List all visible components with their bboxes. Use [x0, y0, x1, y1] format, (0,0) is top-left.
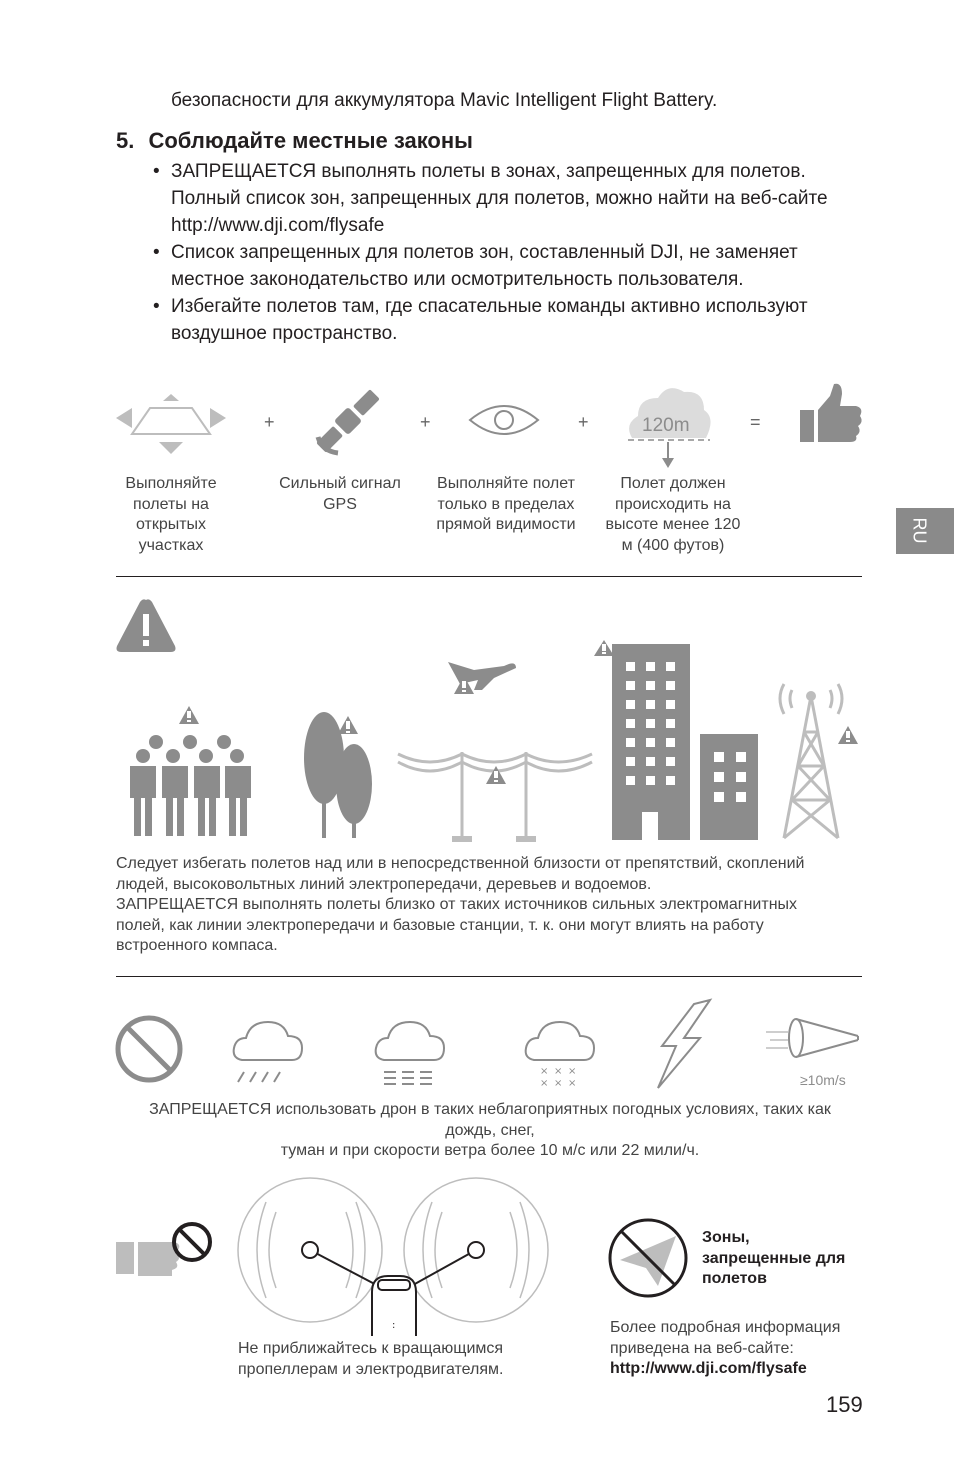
building-window: [626, 776, 635, 785]
propeller-caption: Не приближайтесь к вращающимся пропеллерам и электродвигателям.: [238, 1340, 504, 1378]
caption-open-area: Выполняйте полеты на открытых участках: [125, 475, 217, 554]
building-window: [714, 772, 724, 782]
building-window: [666, 662, 675, 671]
building-window: [736, 772, 746, 782]
flysafe-link[interactable]: http://www.dji.com/flysafe: [610, 1360, 807, 1377]
buildings-icon: [590, 636, 762, 840]
svg-text:×: ×: [568, 1066, 577, 1077]
building-window: [646, 662, 655, 671]
rain-cloud-icon: [230, 1016, 306, 1090]
svg-text::: :: [392, 1320, 396, 1331]
building-window: [646, 700, 655, 709]
rules-list: [153, 158, 861, 347]
svg-text:×: ×: [568, 1078, 577, 1089]
radio-tower-icon: [772, 676, 864, 842]
building-window: [666, 738, 675, 747]
building-window: [736, 792, 746, 802]
fog-cloud-icon: [372, 1016, 448, 1090]
building-window: [736, 752, 746, 762]
divider: [116, 976, 862, 977]
weather-text: ЗАПРЕЩАЕТСЯ использовать дрон в таких неблагоприятных погодных условиях, таких как дождь, снег, туман и при скорости ветра более 10 м/с или 22 мили/ч.: [149, 1101, 831, 1159]
airplane-icon: [444, 654, 520, 698]
building-window: [626, 681, 635, 690]
building-window: [626, 738, 635, 747]
building-window: [646, 719, 655, 728]
windsock-icon: [762, 1014, 862, 1066]
svg-text:×: ×: [554, 1078, 563, 1089]
building-window: [666, 776, 675, 785]
no-hand-icon: [114, 1218, 214, 1280]
svg-text:×: ×: [540, 1078, 549, 1089]
svg-text:×: ×: [540, 1066, 549, 1077]
prohibited-icon: [114, 1014, 184, 1084]
warning-icon: [115, 598, 177, 654]
equals-operator: =: [750, 412, 761, 432]
power-lines-icon: [396, 740, 594, 844]
building-window: [714, 752, 724, 762]
crowd-icon: [126, 700, 254, 840]
section-number: 5.: [116, 128, 135, 153]
eye-icon: [468, 398, 540, 442]
building-window: [666, 757, 675, 766]
building-window: [646, 738, 655, 747]
svg-text:×: ×: [554, 1066, 563, 1077]
list-item: • ЗАПРЕЩАЕТСЯ выполнять полеты в зонах, запрещенных для полетов. Полный список зон, запрещенных для полетов, можно найти на веб-сайте http://www.dji.com/flysafe: [153, 161, 828, 236]
plus-operator: +: [420, 412, 431, 432]
caption-gps: Сильный сигнал GPS: [279, 475, 401, 513]
divider: [116, 576, 862, 577]
wind-label: ≥10m/s: [800, 1072, 846, 1088]
drone-propellers-icon: [236, 1172, 548, 1336]
thumbs-up-icon: [798, 382, 864, 444]
section-heading: [116, 128, 473, 154]
building-window: [666, 700, 675, 709]
list-item: • Список запрещенных для полетов зон, составленный DJI, не заменяет местное законодательство или осмотрительность пользователя.: [153, 242, 798, 290]
snow-cloud-icon: [522, 1016, 598, 1090]
building-window: [626, 757, 635, 766]
satellite-icon: [312, 385, 384, 457]
caption-altitude: Полет должен происходить на высоте менее 120 м (400 футов): [605, 475, 741, 554]
open-area-icon: [112, 392, 230, 458]
lightning-icon: [654, 998, 716, 1090]
language-tab: RU: [896, 508, 954, 554]
caption-line-of-sight: Выполняйте полет только в пределах прямой видимости: [436, 475, 576, 533]
altitude-label: 120m: [642, 415, 690, 436]
building-window: [626, 662, 635, 671]
building-window: [666, 681, 675, 690]
building-window: [626, 700, 635, 709]
list-item: • Избегайте полетов там, где спасательные команды активно используют воздушное пространство.: [153, 296, 808, 344]
building-window: [646, 776, 655, 785]
no-fly-plane-icon: [606, 1216, 690, 1300]
no-fly-title: Зоны, запрещенные для полетов: [702, 1229, 846, 1287]
plus-operator: +: [578, 412, 589, 432]
building-window: [666, 719, 675, 728]
trees-icon: [300, 712, 380, 840]
obstacles-text: Следует избегать полетов над или в непосредственной близости от препятствий, скоплений людей, высоковольтных линий электропередачи, деревьев и водоемов. ЗАПРЕЩАЕТСЯ выполнять полеты близко от таких источников сильных электромагнитных полей, как линии электропередачи и базовые станции, т. к. они могут влиять на работу встроенного компаса.: [116, 855, 805, 954]
building-window: [646, 757, 655, 766]
top-line: безопасности для аккумулятора Mavic Intelligent Flight Battery.: [171, 90, 718, 111]
plus-operator: +: [264, 412, 275, 432]
section-title: Соблюдайте местные законы: [148, 128, 473, 153]
building-window: [714, 792, 724, 802]
building-window: [646, 681, 655, 690]
page-number: 159: [826, 1392, 863, 1417]
no-fly-info: Более подробная информация приведена на веб-сайте: http://www.dji.com/flysafe: [610, 1318, 840, 1380]
building-window: [626, 719, 635, 728]
